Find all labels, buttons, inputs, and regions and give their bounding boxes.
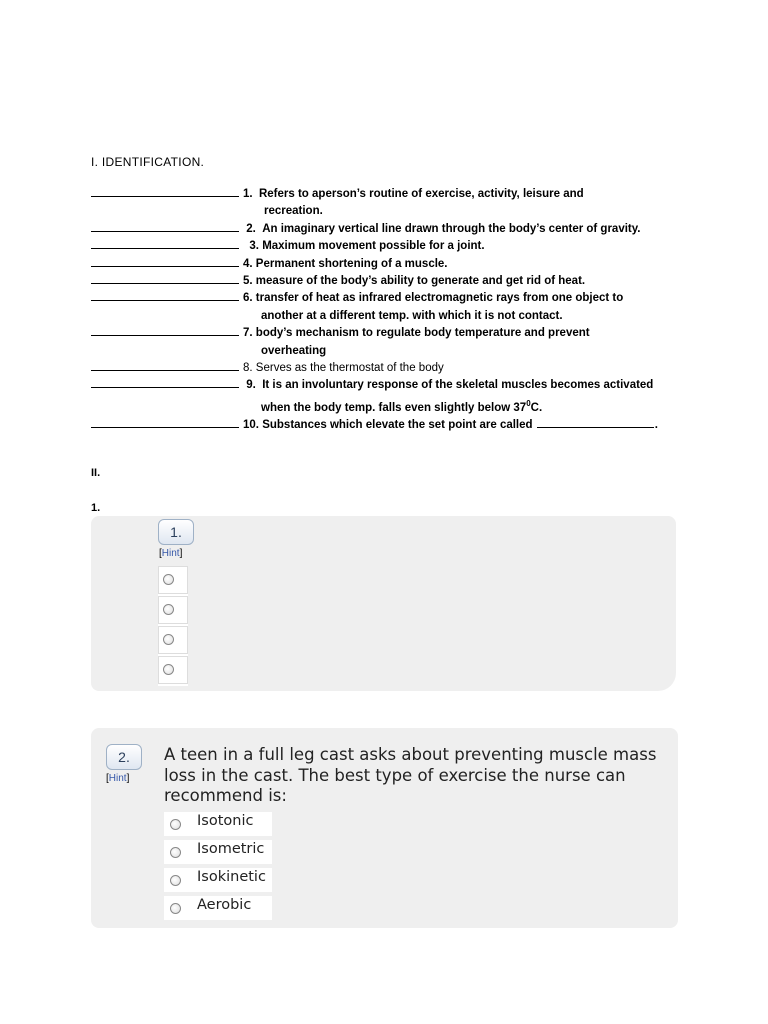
option-row[interactable] [158, 656, 188, 684]
radio-button[interactable] [163, 634, 174, 645]
bracket: ] [126, 773, 130, 784]
option-row[interactable] [158, 566, 188, 594]
option-row[interactable] [164, 896, 272, 920]
item-number: 4. [243, 257, 253, 270]
option-label: Aerobic [197, 897, 252, 913]
inline-answer-blank[interactable] [537, 417, 654, 428]
radio-button[interactable] [163, 664, 174, 675]
hint-label: Hint [161, 548, 180, 559]
item-number: 8. [243, 362, 253, 375]
answer-blank[interactable] [91, 221, 239, 232]
list-item [91, 325, 691, 360]
item-number: 6. [243, 292, 253, 305]
section-title: II. [91, 467, 101, 479]
answer-blank[interactable] [91, 377, 239, 388]
item-number: 5. [243, 275, 253, 288]
answer-blank[interactable] [91, 325, 239, 336]
list-item [91, 360, 691, 377]
option-list [164, 812, 272, 924]
hint-label: Hint [108, 773, 127, 784]
list-item [91, 221, 691, 238]
list-item [91, 186, 691, 221]
radio-button[interactable] [170, 847, 181, 858]
list-item [91, 238, 691, 255]
item-text-line: when the body temp. falls even slightly below 37 [261, 401, 527, 414]
answer-blank[interactable] [91, 186, 239, 197]
item-text: overheating [261, 344, 327, 357]
answer-blank[interactable] [91, 238, 239, 249]
list-item [91, 417, 691, 434]
radio-button[interactable] [163, 574, 174, 585]
radio-button[interactable] [163, 604, 174, 615]
option-list [158, 566, 188, 686]
list-item [91, 256, 691, 273]
list-item [91, 290, 691, 325]
radio-button[interactable] [170, 875, 181, 886]
radio-button[interactable] [170, 903, 181, 914]
item-text: Permanent shortening of a muscle. [255, 257, 448, 270]
answer-blank[interactable] [91, 290, 239, 301]
option-label: Isotonic [197, 813, 254, 829]
item-text-tail: . [654, 419, 658, 432]
answer-blank[interactable] [91, 273, 239, 284]
item-text: transfer of heat as infrared electromagnetic rays from one object to [255, 292, 624, 305]
item-text-tail: C. [530, 401, 543, 414]
option-label: Isokinetic [197, 869, 266, 885]
list-item [91, 273, 691, 290]
option-label: Isometric [197, 841, 265, 857]
item-text: Substances which elevate the set point are called [262, 419, 533, 432]
superscript: 0 [526, 398, 531, 408]
item-number: 9. [246, 379, 256, 392]
list-item [91, 377, 691, 417]
item-text: Refers to aperson’s routine of exercise, activity, leisure and [258, 188, 584, 200]
option-row[interactable] [158, 626, 188, 654]
item-text [91, 395, 691, 417]
question-badge: 1. [158, 519, 194, 545]
item-text: recreation. [264, 205, 323, 218]
answer-blank[interactable] [91, 360, 239, 371]
item-text: Maximum movement possible for a joint. [262, 240, 485, 253]
item-text: It is an involuntary response of the skeletal muscles becomes activated [262, 379, 654, 392]
identification-list [91, 186, 691, 435]
option-row[interactable] [158, 596, 188, 624]
answer-blank[interactable] [91, 256, 239, 267]
answer-blank[interactable] [91, 417, 239, 428]
radio-button[interactable] [170, 819, 181, 830]
bracket: [ [159, 548, 162, 559]
item-number: 10. [243, 419, 259, 432]
item-text: An imaginary vertical line drawn through the body’s center of gravity. [262, 222, 641, 235]
item-number: 7. [243, 327, 253, 340]
item-text: measure of the body’s ability to generate and get rid of heat. [255, 275, 586, 288]
item-text: another at a different temp. with which it is not contact. [261, 309, 563, 322]
option-row[interactable] [164, 812, 272, 836]
hint-link[interactable] [159, 548, 182, 559]
option-row[interactable] [164, 868, 272, 892]
bracket: [ [106, 773, 109, 784]
item-text: Serves as the thermostat of the body [255, 362, 444, 375]
bracket: ] [179, 548, 183, 559]
section-title: I. IDENTIFICATION. [91, 155, 205, 169]
hint-link[interactable] [106, 773, 129, 784]
question-badge: 2. [106, 744, 142, 770]
item-number: 3. [249, 240, 259, 253]
question-text: A teen in a full leg cast asks about preventing muscle mass loss in the cast. The best type of exercise the nurse can recommend is: [164, 745, 657, 805]
item-text: body’s mechanism to regulate body temperature and prevent [255, 327, 590, 340]
option-row[interactable] [164, 840, 272, 864]
item-number: 2. [246, 222, 256, 235]
item-number: 1. [243, 188, 253, 200]
question-number: 1. [91, 502, 101, 514]
